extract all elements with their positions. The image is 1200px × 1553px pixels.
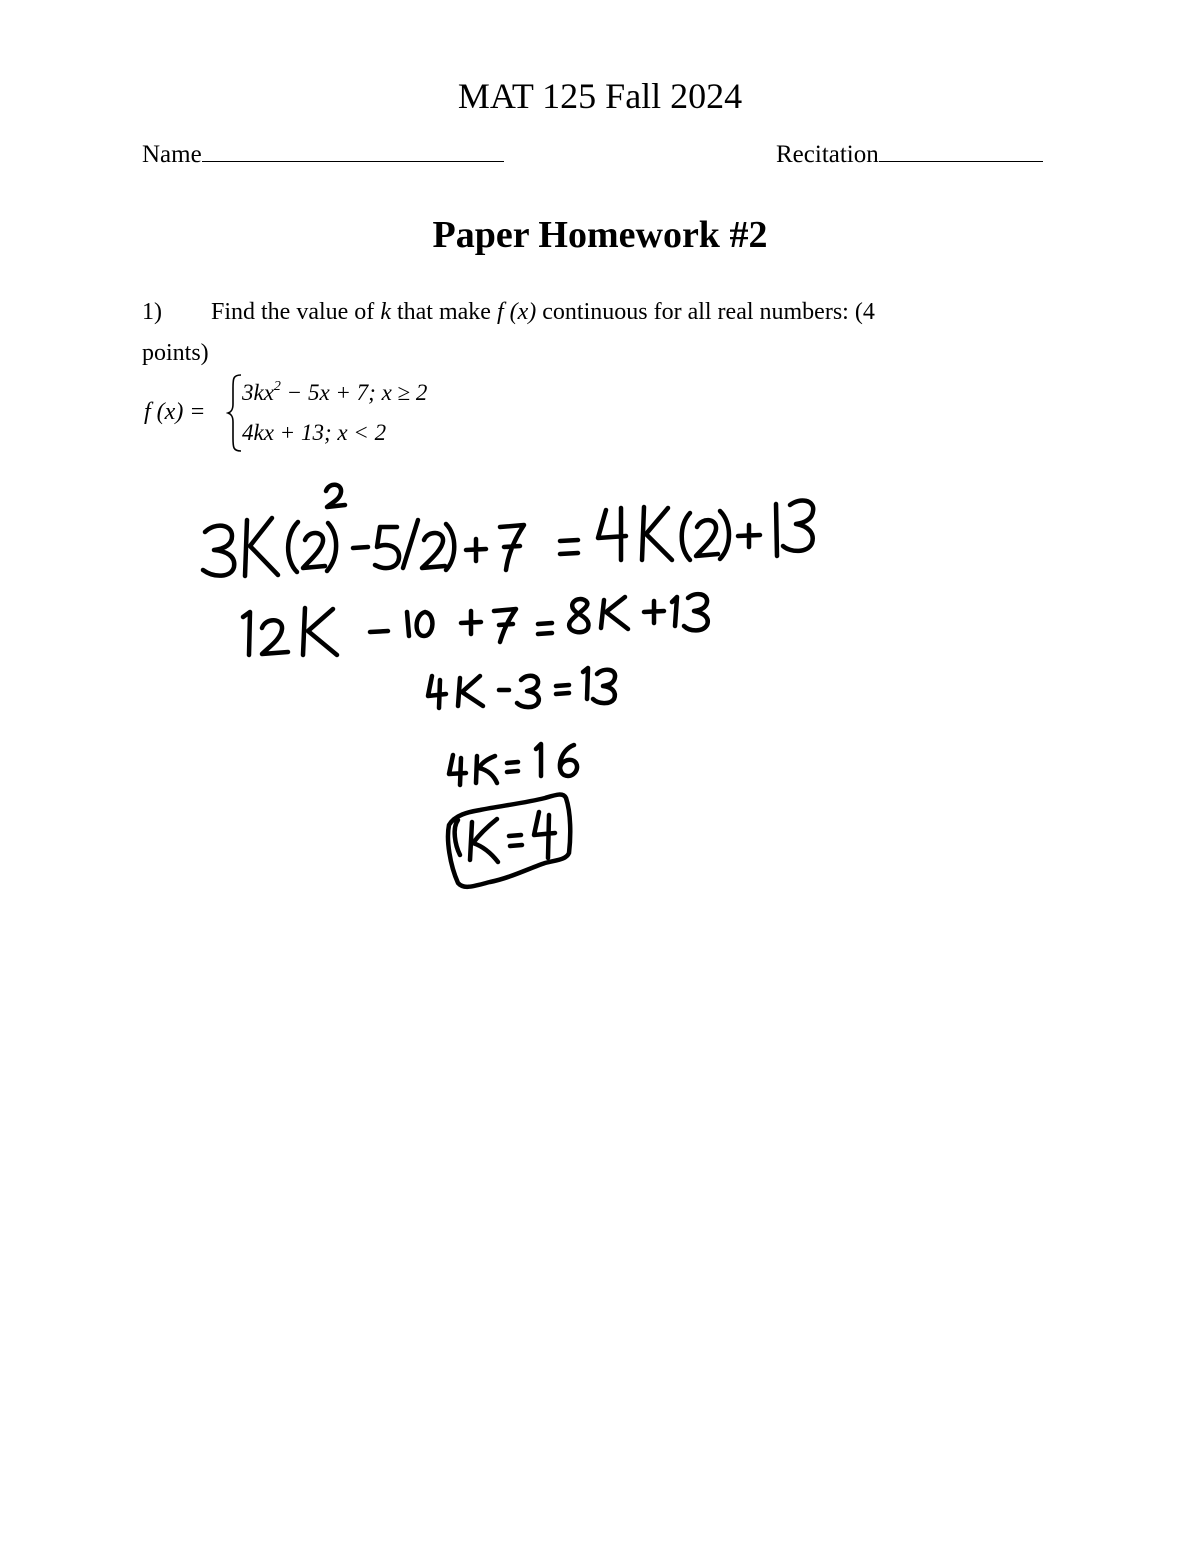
- piecewise-case-2: 4kx + 13; x < 2: [242, 420, 387, 445]
- question-text-wrap: points): [142, 340, 209, 366]
- handwritten-answer: [448, 795, 570, 887]
- case-1-rest: − 5x + 7; x ≥ 2: [280, 380, 428, 405]
- case-1-exponent: 2: [273, 379, 281, 394]
- recitation-label: Recitation: [776, 141, 879, 168]
- piecewise-function-label: f (x) =: [144, 399, 206, 425]
- question-text-part-3: continuous for all real numbers: (4: [536, 299, 875, 325]
- homework-title: Paper Homework #2: [432, 214, 768, 256]
- function-fx: f (x): [496, 299, 537, 325]
- course-title: MAT 125 Fall 2024: [457, 76, 743, 116]
- variable-k: k: [380, 299, 391, 325]
- handwritten-line-4: [449, 744, 577, 785]
- handwritten-line-3: [428, 668, 615, 708]
- case-1-main: 3kx: [242, 380, 274, 405]
- handwritten-line-1: [203, 485, 813, 576]
- question-text-part-1: Find the value of: [211, 299, 381, 325]
- question-text-part-2: that make: [390, 299, 497, 325]
- name-label: Name: [142, 141, 202, 168]
- question-number: 1): [142, 299, 162, 325]
- handwritten-line-2: [243, 594, 708, 655]
